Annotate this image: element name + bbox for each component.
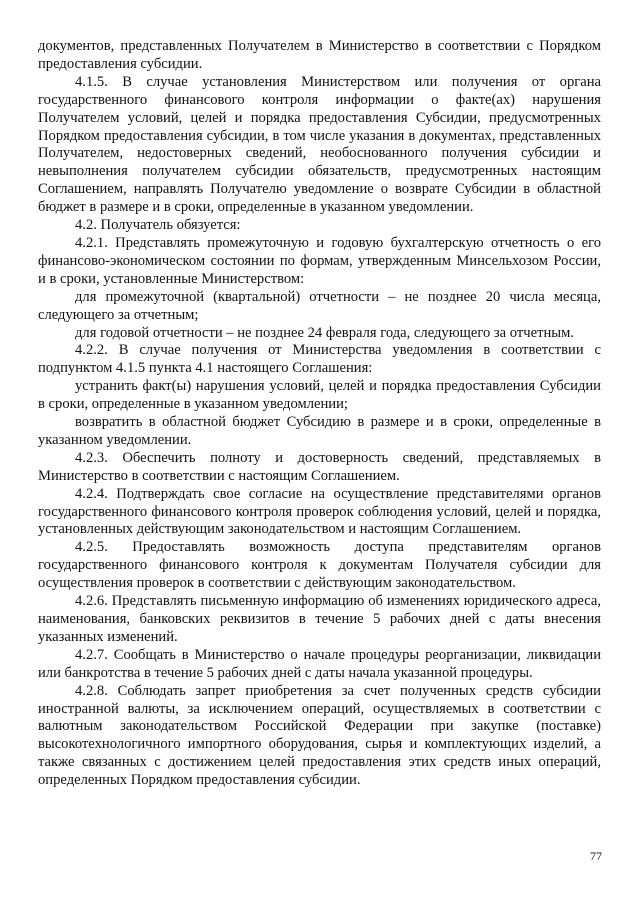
paragraph-4-1-5: 4.1.5. В случае установления Министерством или получения от органа государственного финансового контроля информации о факте(ах) нарушения Получателем условий, целей и порядка предоставления Субсидии, предусмотренных Порядком предоставления субсидии, в том числе указания в документах, представленных Получателем, недостоверных сведений, необоснованного получения субсидии и невыполнения получателем субсидии обязательств, предусмотренных настоящим Соглашением, направлять Получателю уведомление о возврате Субсидии в областной бюджет в размере и в сроки, определенные в указанном уведомлении. bbox=[38, 73, 601, 216]
paragraph-4-2-7: 4.2.7. Сообщать в Министерство о начале процедуры реорганизации, ликвидации или банкротства в течение 5 рабочих дней с даты начала указанной процедуры. bbox=[38, 646, 601, 681]
page-number: 77 bbox=[590, 849, 602, 863]
paragraph-4-2-4: 4.2.4. Подтверждать свое согласие на осуществление представителями органов государственного финансового контроля проверок соблюдения условий, целей и порядка, установленных действующим законодательством и настоящим Соглашением. bbox=[38, 485, 601, 538]
paragraph-4-2-8: 4.2.8. Соблюдать запрет приобретения за счет полученных средств субсидии иностранной валюты, за исключением операций, осуществляемых в соответствии с валютным законодательством Российской Федерации при закупке (поставке) высокотехнологичного импортного оборудования, сырья и комплектующих изделий, а также связанных с достижением целей предоставления этих средств иных операций, определенных Порядком предоставления субсидии. bbox=[38, 682, 601, 789]
paragraph-annual-reporting: для годовой отчетности – не позднее 24 февраля года, следующего за отчетным. bbox=[75, 324, 574, 341]
paragraph-return-subsidy: возвратить в областной бюджет Субсидию в размере и в сроки, определенные в указанном уведомлении. bbox=[38, 414, 601, 448]
paragraph-eliminate-violations: устранить факт(ы) нарушения условий, целей и порядка предоставления Субсидии в сроки, определенные в указанном уведомлении; bbox=[38, 378, 601, 413]
paragraph-4-2-3: 4.2.3. Обеспечить полноту и достоверность сведений, представляемых в Министерство в соответствии с настоящим Соглашением. bbox=[38, 449, 601, 484]
paragraph-4-2-5: 4.2.5. Предоставлять возможность доступа представителям органов государственного финансового контроля к документам Получателя субсидии для осуществления проверок в соответствии с действующим законодательством. bbox=[38, 539, 601, 592]
paragraph-4-2-2: 4.2.2. В случае получения от Министерства уведомления в соответствии с подпунктом 4.1.5 пункта 4.1 настоящего Соглашения: bbox=[38, 342, 601, 377]
paragraph-quarterly-reporting: для промежуточной (квартальной) отчетности – не позднее 20 числа месяца, следующего за отчетным; bbox=[38, 288, 601, 323]
paragraph-4-2-6: 4.2.6. Представлять письменную информацию об изменениях юридического адреса, наименования, банковских реквизитов в течение 5 рабочих дней с даты внесения указанных изменений. bbox=[38, 593, 601, 645]
paragraph-4-2-1: 4.2.1. Представлять промежуточную и годовую бухгалтерскую отчетность о его финансово-экономическом состоянии по формам, утвержденным Минсельхозом России, и в сроки, установленные Министерством: bbox=[38, 234, 601, 287]
paragraph-continuation: документов, представленных Получателем в Министерство в соответствии с Порядком предоставления субсидии. bbox=[38, 38, 601, 72]
document-body bbox=[38, 38, 601, 790]
paragraph-4-2: 4.2. Получатель обязуется: bbox=[75, 217, 241, 234]
